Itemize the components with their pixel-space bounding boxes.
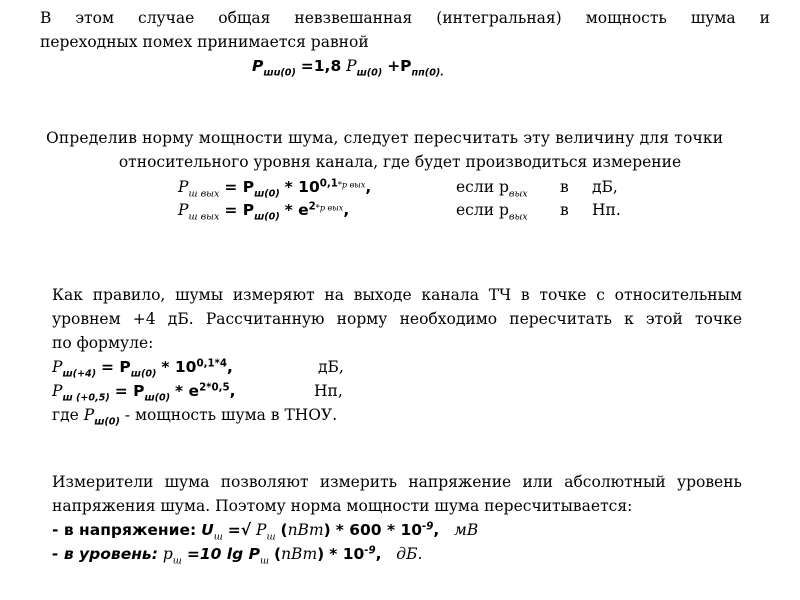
formula-subscript: шu(0)	[263, 67, 296, 79]
formula-unit: пВт	[287, 521, 324, 539]
formula-result-unit: дБ.	[396, 545, 423, 563]
formula-symbol: P	[178, 201, 189, 219]
formula-operator: * 10	[284, 178, 320, 196]
paragraph-3-line-3: по формуле:	[52, 334, 154, 352]
formula-subscript: ш	[259, 555, 270, 567]
formula-subscript: ш(+4)	[62, 368, 97, 380]
formula-unit: Нп,	[314, 382, 343, 400]
formula-subscript: ш(0)	[94, 416, 120, 428]
formula-subscript: вых	[508, 211, 528, 223]
formula-exponent: -9	[364, 545, 376, 557]
formula-symbol: P	[346, 57, 357, 75]
paragraph-2-line-1: Определив норму мощности шума, следует пересчитать эту величину для точки	[46, 129, 724, 147]
where-description: - мощность шума в ТНОУ.	[124, 406, 338, 424]
formula-subscript: ш (+0,5)	[62, 392, 110, 404]
paragraph-3-where-line	[52, 405, 338, 428]
formula-output-power-np	[178, 200, 638, 222]
formula-symbol: P	[52, 358, 63, 376]
paragraph-3-line-1: Как правило, шумы измеряют на выходе канала ТЧ в точке с относительным	[52, 286, 742, 304]
formula-subscript: ш(0)	[130, 368, 157, 380]
formula-symbol: P	[83, 406, 95, 424]
formula-subscript: ш	[213, 531, 223, 543]
formula-subscript: вых	[508, 188, 528, 200]
paragraph-4-line-1: Измерители шума позволяют измерить напряжение или абсолютный уровень	[52, 473, 742, 491]
formula-symbol: U	[201, 521, 214, 539]
paragraph-2-line-2: относительного уровня канала, где будет производиться измерение	[118, 153, 682, 171]
formula-operator: * 10	[161, 358, 197, 376]
formula-exponent: *p вых	[337, 180, 366, 190]
formula-exponent: 0,1	[319, 178, 338, 190]
formula-exponent: -9	[422, 521, 434, 533]
formula-operator: * 600 * 10	[335, 521, 423, 539]
formula-operator: =1,8	[300, 57, 342, 75]
where-label: где	[52, 406, 79, 424]
paragraph-1-line-1: В этом случае общая невзвешанная (интегральная) мощность шума и	[40, 9, 770, 27]
formula-subscript: ш(0)	[144, 392, 171, 404]
formula-comma: ,	[433, 521, 440, 539]
formula-paren: )	[323, 521, 331, 539]
formula-subscript: пп(0).	[411, 67, 444, 79]
formula-paren: (	[280, 521, 288, 539]
formula-subscript: ш(0)	[254, 211, 280, 223]
formula-comma: ,	[227, 358, 233, 376]
formula-subscript: ш вых	[188, 211, 220, 223]
formula-operator: +P	[387, 57, 412, 75]
formula-condition: если p	[456, 178, 509, 196]
formula-subscript: ш(0)	[356, 67, 383, 79]
formula-symbol: P	[252, 57, 264, 75]
formula-comma: ,	[375, 545, 382, 563]
formula-subscript: ш(0)	[254, 188, 280, 200]
formula-operator: = P	[224, 201, 255, 219]
formula-unit: дБ,	[592, 178, 618, 196]
formula-operator: * 10	[329, 545, 365, 563]
formula-subscript: ш	[172, 555, 182, 567]
formula-subscript: ш	[266, 531, 276, 543]
paragraph-3-line-2: уровнем +4 дБ. Рассчитанную норму необходимо пересчитать к этой точке	[52, 310, 742, 328]
formula-voltage	[52, 520, 479, 543]
formula-total-noise-power	[252, 56, 444, 79]
formula-result-unit: мВ	[454, 521, 479, 539]
formula-unit-prep: в	[560, 178, 569, 196]
formula-symbol: P	[256, 521, 267, 539]
formula-subscript: ш вых	[188, 188, 220, 200]
formula-operator: = P	[114, 382, 145, 400]
formula-operator: = P	[101, 358, 131, 376]
formula-exponent: 2	[308, 201, 316, 213]
formula-comma: ,	[365, 178, 372, 196]
formula-exponent: *p вых	[315, 203, 344, 213]
formula-unit: пВт	[281, 545, 318, 563]
formula-symbol: P	[178, 178, 189, 196]
formula-unit-prep: в	[560, 201, 569, 219]
formula-operator: * e	[284, 201, 309, 219]
formula-comma: ,	[343, 201, 350, 219]
formula-operator: =10 lg P	[186, 545, 260, 563]
formula-comma: ,	[229, 382, 236, 400]
formula-condition: если p	[456, 201, 509, 219]
paragraph-4-line-2: напряжения шума. Поэтому норма мощности шума пересчитывается:	[52, 497, 633, 515]
paragraph-1-line-2: переходных помех принимается равной	[40, 33, 369, 51]
formula-exponent: 0,1*4	[196, 358, 228, 370]
formula-operator: =√	[227, 521, 252, 539]
formula-label: - в уровень:	[52, 545, 158, 563]
formula-unit: дБ,	[318, 358, 344, 376]
formula-exponent: 2*0,5	[199, 382, 230, 394]
formula-paren: )	[317, 545, 325, 563]
formula-operator: * e	[175, 382, 200, 400]
formula-label: - в напряжение:	[52, 521, 197, 539]
formula-paren: (	[273, 545, 282, 563]
formula-symbol: P	[52, 382, 63, 400]
formula-unit: Нп.	[592, 201, 621, 219]
formula-level	[52, 544, 423, 567]
formula-output-power-db	[178, 177, 638, 199]
formula-operator: = P	[224, 178, 255, 196]
formula-symbol: p	[162, 545, 173, 563]
formula-power-plus4-db	[52, 357, 392, 379]
formula-power-plus05-np	[52, 381, 392, 403]
